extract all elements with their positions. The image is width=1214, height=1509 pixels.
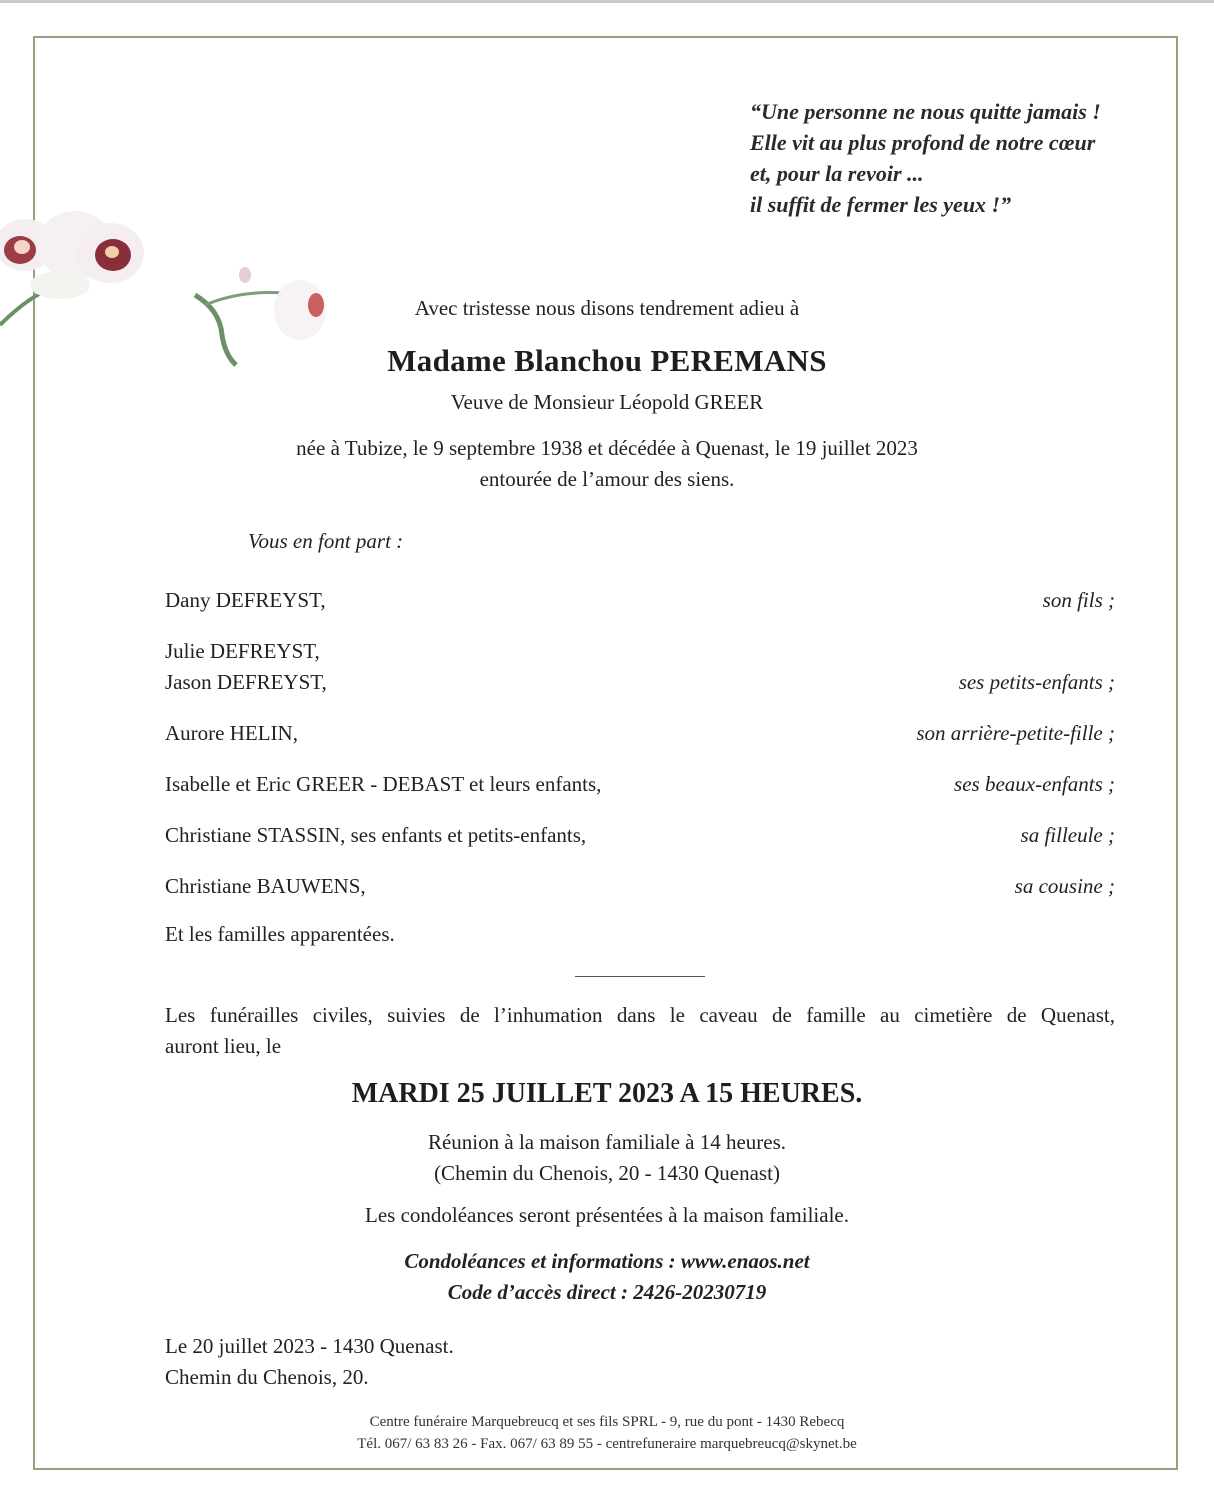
intro-text: Avec tristesse nous disons tendrement adieu à <box>414 296 800 320</box>
relative-row <box>165 769 1115 800</box>
quote-line: et, pour la revoir ... <box>750 161 924 186</box>
funeral-line: Les funérailles civiles, suivies de l’inhumation dans le caveau de famille au cimetière de Quenast, <box>165 1003 1115 1027</box>
announce-heading: Vous en font part : <box>248 529 404 553</box>
reunion-address: (Chemin du Chenois, 20 - 1430 Quenast) <box>434 1161 780 1185</box>
quote-line: “Une personne ne nous quitte jamais ! <box>750 99 1101 124</box>
quote-line: il suffit de fermer les yeux !” <box>750 192 1012 217</box>
relative-name: Jason DEFREYST, <box>165 670 327 694</box>
condolences-line: Les condoléances seront présentées à la maison familiale. <box>365 1203 849 1227</box>
funeral-line: auront lieu, le <box>165 1034 282 1058</box>
relative-role: sa filleule ; <box>1020 823 1115 847</box>
deceased-name: Madame Blanchou PEREMANS <box>387 343 827 378</box>
relative-role: ses petits-enfants ; <box>958 670 1115 694</box>
relative-name: Dany DEFREYST, <box>165 588 326 612</box>
access-code-line: Code d’accès direct : 2426-20230719 <box>447 1280 767 1304</box>
closing-date-line: Le 20 juillet 2023 - 1430 Quenast. <box>165 1334 454 1358</box>
funeral-date: MARDI 25 JUILLET 2023 A 15 HEURES. <box>351 1078 863 1109</box>
dates-line: née à Tubize, le 9 septembre 1938 et décédée à Quenast, le 19 juillet 2023 <box>296 436 918 460</box>
relative-role: ses beaux-enfants ; <box>954 772 1115 796</box>
relative-row <box>165 585 1115 616</box>
relative-role: son fils ; <box>1042 588 1115 612</box>
relative-row <box>165 871 1115 902</box>
closing-address-line: Chemin du Chenois, 20. <box>165 1365 369 1389</box>
surrounded-line: entourée de l’amour des siens. <box>479 467 735 491</box>
reunion-line: Réunion à la maison familiale à 14 heures. <box>427 1130 787 1154</box>
reunion-block <box>0 1127 1214 1189</box>
footer-line: Centre funéraire Marquebreucq et ses fils SPRL - 9, rue du pont - 1430 Rebecq <box>369 1414 845 1430</box>
dates-block <box>0 433 1214 495</box>
relative-name: Christiane BAUWENS, <box>165 874 366 898</box>
relative-name: Julie DEFREYST, <box>165 639 320 663</box>
relative-name: Christiane STASSIN, ses enfants et petits-enfants, <box>165 823 587 847</box>
relative-role: son arrière-petite-fille ; <box>916 721 1115 745</box>
section-divider <box>575 976 705 977</box>
funeral-home-footer <box>0 1411 1214 1455</box>
closing-block <box>165 1331 454 1393</box>
relative-row <box>165 636 1115 698</box>
footer-contact-line: Tél. 067/ 63 83 26 - Fax. 067/ 63 89 55 - centrefuneraire marquebreucq@skynet.be <box>357 1436 857 1452</box>
relative-role: sa cousine ; <box>1014 874 1115 898</box>
relative-name: Aurore HELIN, <box>165 721 298 745</box>
website-line: Condoléances et informations : www.enaos.net <box>404 1249 810 1273</box>
quote-line: Elle vit au plus profond de notre cœur <box>750 130 1096 155</box>
relatives-list <box>165 585 1115 922</box>
widow-line: Veuve de Monsieur Léopold GREER <box>450 390 764 414</box>
top-edge-line <box>0 0 1214 3</box>
families-line: Et les familles apparentées. <box>165 922 395 946</box>
relative-row <box>165 718 1115 749</box>
relative-row <box>165 820 1115 851</box>
funeral-paragraph <box>165 1000 1115 1062</box>
relative-name: Isabelle et Eric GREER - DEBAST et leurs enfants, <box>165 772 602 796</box>
online-info-block <box>0 1246 1214 1308</box>
quote-block <box>750 96 1150 220</box>
